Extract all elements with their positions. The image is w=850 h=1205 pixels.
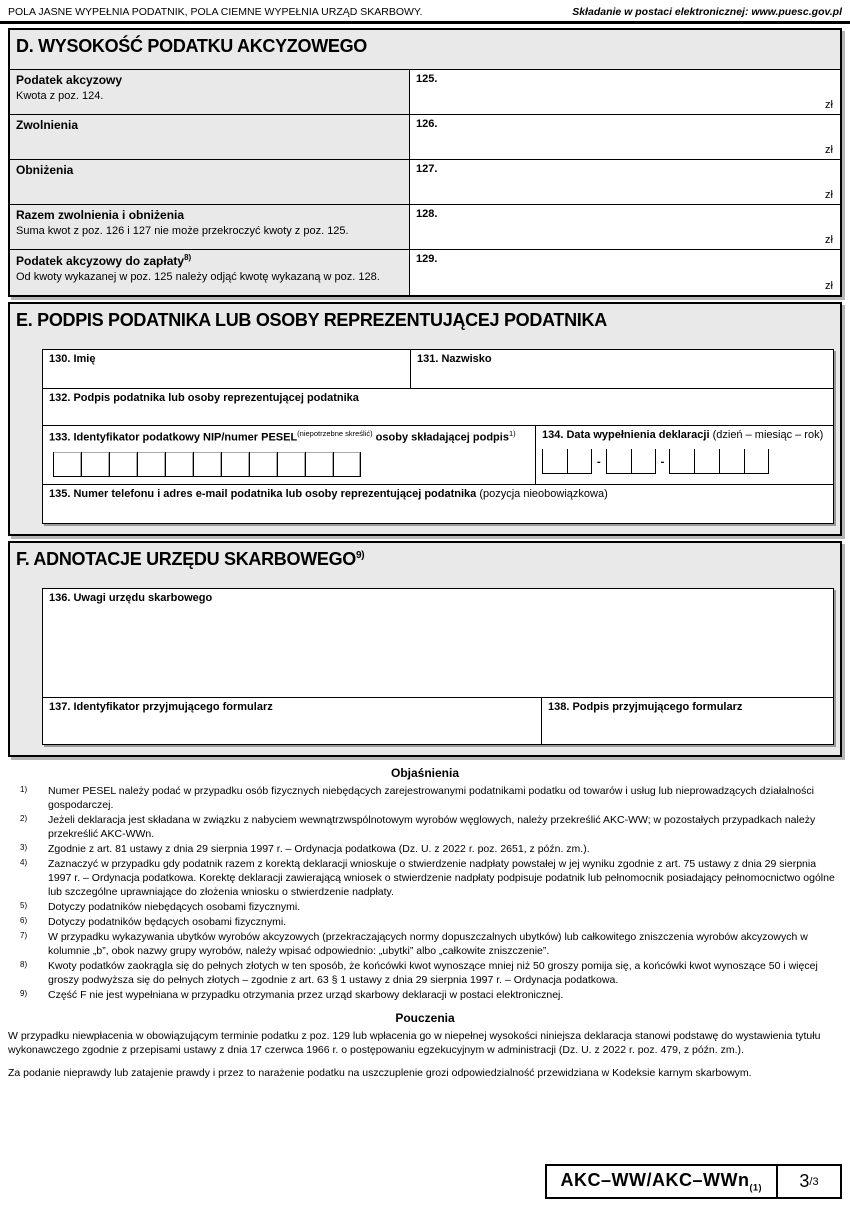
nip-pesel-cell[interactable] [193,452,221,477]
field-138-receiver-signature[interactable] [541,697,834,745]
footnote-item [8,842,842,856]
explanations-title: Objaśnienia [390,766,460,780]
form-code-text: AKC–WW/AKC–WWn [560,1170,750,1191]
signature-row [42,389,834,426]
field-137-label: 137. Identyfikator przyjmującego formularz [49,701,273,713]
electronic-filing-note: Składanie w postaci elektronicznej: www.puesc.gov.pl [572,6,842,18]
row-129-footnote-ref: 8) [184,253,192,262]
section-f [8,541,842,757]
field-127-number: 127. [416,163,438,175]
field-135-phone-email[interactable] [42,484,834,524]
page-indicator [778,1166,840,1197]
row-129-label [10,250,410,295]
nip-pesel-cell[interactable] [53,452,81,477]
footnote-text: Jeżeli deklaracja jest składana w związku z nabyciem wewnątrzwspólnotowym wyrobów węglowych, należy przekreślić AKC-WW; w pozostałych przypadkach należy przekreślić AKC-WWn. [48,814,816,840]
row-129-label-sub: Od kwoty wykazanej w poz. 125 należy odjąć kwotę wykazaną w poz. 128. [16,271,380,283]
explanations-section [8,766,842,1002]
section-e-fields [10,343,840,534]
field-135-label-text: 135. Numer telefonu i adres e-mail podatnika lub osoby reprezentującej podatnika [49,488,480,500]
footnote-item [8,959,842,987]
nip-pesel-cell[interactable] [305,452,333,477]
top-header [8,4,842,21]
footnote-number: 1) [20,785,28,794]
section-f-fields [10,582,840,755]
field-128-unit: zł [825,234,833,246]
date-month-group[interactable] [606,449,656,474]
footnote-text: Część F nie jest wypełniana w przypadku otrzymania przez urząd skarbowy deklaracji w postaci elektronicznej. [48,989,564,1001]
section-f-footnote-ref: 9) [356,550,365,561]
row-126-label [10,115,410,159]
field-129-input[interactable] [410,250,840,295]
table-row [10,115,840,160]
nip-pesel-cell[interactable] [137,452,165,477]
field-132-signature[interactable] [42,388,834,426]
section-f-title-text: F. ADNOTACJE URZĘDU SKARBOWEGO [16,549,357,569]
footnote-text: Dotyczy podatników będących osobami fizycznymi. [48,916,287,928]
date-cell[interactable] [606,449,631,474]
field-125-input[interactable] [410,70,840,114]
field-126-input[interactable] [410,115,840,159]
instructions-title: Pouczenia [395,1011,455,1025]
remarks-row [42,588,834,698]
field-129-number: 129. [416,253,438,265]
date-cell[interactable] [542,449,567,474]
date-separator: - [597,455,601,468]
field-126-number: 126. [416,118,438,130]
row-127-label-title: Obniżenia [16,163,74,177]
field-130-first-name[interactable] [42,349,411,389]
field-131-label: 131. Nazwisko [417,353,492,365]
date-cell[interactable] [567,449,592,474]
field-125-number: 125. [416,73,438,85]
field-136-label: 136. Uwagi urzędu skarbowego [49,592,213,604]
row-128-label-title: Razem zwolnienia i obniżenia [16,208,185,222]
section-e-title: E. PODPIS PODATNIKA LUB OSOBY REPREZENTUJĄCEJ PODATNIKA [16,310,607,330]
table-row [10,205,840,250]
form-code [547,1166,778,1197]
date-cell[interactable] [694,449,719,474]
footnote-item [8,988,842,1002]
field-133-nip-pesel [42,425,536,485]
header-rule [0,21,850,25]
field-126-unit: zł [825,144,833,156]
nip-pesel-cell[interactable] [277,452,305,477]
date-year-group[interactable] [669,449,769,474]
footnote-item [8,900,842,914]
footnote-item [8,813,842,841]
fill-instructions-note: POLA JASNE WYPEŁNIA PODATNIK, POLA CIEMNE WYPEŁNIA URZĄD SKARBOWY. [8,6,423,18]
field-138-label: 138. Podpis przyjmującego formularz [548,701,743,713]
form-code-version: (1) [749,1183,762,1193]
field-135-label [49,488,608,500]
date-comb-input[interactable] [542,449,827,474]
field-131-last-name[interactable] [410,349,834,389]
row-128-label [10,205,410,249]
nip-pesel-cell[interactable] [221,452,249,477]
section-e [8,302,842,536]
section-d-title: D. WYSOKOŚĆ PODATKU AKCYZOWEGO [16,36,368,56]
form-footer [545,1164,842,1199]
field-130-label: 130. Imię [49,353,96,365]
row-125-label-title: Podatek akcyzowy [16,73,123,87]
field-136-office-remarks[interactable] [42,588,834,698]
footnote-number: 5) [20,901,28,910]
nip-pesel-comb-input[interactable] [53,452,527,477]
page-total: /3 [809,1175,819,1188]
field-127-input[interactable] [410,160,840,204]
footnote-number: 3) [20,843,28,852]
section-f-title [10,543,840,582]
field-134-format-note: (dzień – miesiąc – rok) [712,429,824,441]
footnote-text: Numer PESEL należy podać w przypadku osób fizycznych niebędących zarejestrowanymi podatnikami podatku od towarów i usług lub nieprowadzących działalności gospodarczej. [48,785,814,811]
field-134-date [535,425,834,485]
nip-pesel-cell[interactable] [81,452,109,477]
nip-pesel-cell[interactable] [249,452,277,477]
footnote-number: 6) [20,916,28,925]
table-row [10,70,840,115]
field-128-input[interactable] [410,205,840,249]
footnote-item [8,915,842,929]
field-129-unit: zł [825,280,833,292]
footnote-number: 8) [20,960,28,969]
field-133-label [49,429,529,444]
instructions-paragraph: W przypadku niewpłacenia w obowiązującym terminie podatku z poz. 129 lub wpłacenia go w niepełnej wysokości niniejsza deklaracja stanowi podstawę do wystawienia tytułu wykonawczego zgodnie z przepisami ustawy z dnia 17 czerwca 1966 r. o postępowaniu egzekucyjnym w administracji (Dz. U. z 2022 r. poz. 479, z późn. zm.). [8,1030,821,1056]
date-cell[interactable] [719,449,744,474]
footnote-number: 9) [20,989,28,998]
footnote-text: Dotyczy podatników niebędących osobami fizycznymi. [48,901,301,913]
nip-pesel-cell[interactable] [109,452,137,477]
field-133-footnote-ref: 1) [508,429,516,438]
nip-pesel-cell[interactable] [333,452,361,477]
date-day-group[interactable] [542,449,592,474]
row-128-label-sub: Suma kwot z poz. 126 i 127 nie może przekroczyć kwoty z poz. 125. [16,225,349,237]
field-134-label-text: 134. Data wypełnienia deklaracji [542,429,713,441]
date-separator: - [660,455,665,468]
name-row [42,349,834,389]
field-125-unit: zł [825,99,833,111]
field-128-number: 128. [416,208,438,220]
footnote-number: 2) [20,814,28,823]
section-d-table [10,69,840,295]
contact-row [42,485,834,524]
table-row [10,160,840,205]
row-125-label [10,70,410,114]
field-137-receiver-id[interactable] [42,697,542,745]
footnote-item [8,930,842,958]
footnote-item [8,857,842,899]
footnote-text: Zgodnie z art. 81 ustawy z dnia 29 sierpnia 1997 r. – Ordynacja podatkowa (Dz. U. z 2022 r. poz. 2651, z późn. zm.). [48,843,590,855]
row-129-label-text: Podatek akcyzowy do zapłaty [16,254,185,268]
field-134-label [542,429,827,441]
footnote-text: Zaznaczyć w przypadku gdy podatnik razem z korektą deklaracji wnioskuje o stwierdzenie nadpłaty powstałej w jej wyniku zgodnie z art. 75 ustawy z dnia 29 sierpnia 1997 r. – Ordynacja podatkowa. Korektę deklaracji zawierającą wniosek o stwierdzenie nadpłaty podpisuje podatnik lub pełnomocnik posiadający pełnomocnictwo ogólne lub szczególne uprawniające do złożenia wniosku o stwierdzenie nadpłaty. [48,858,835,898]
footnote-item [8,784,842,812]
field-133-strike-note: (niepotrzebne skreślić) [297,429,373,438]
footnote-number: 4) [20,858,28,867]
row-125-label-sub: Kwota z poz. 124. [16,90,104,102]
id-date-row [42,426,834,485]
field-133-label-prefix: 133. Identyfikator podatkowy NIP/numer PESEL [49,431,298,444]
nip-pesel-cell[interactable] [165,452,193,477]
acceptance-row [42,698,834,745]
footnote-number: 7) [20,931,28,940]
footnote-text: Kwoty podatków zaokrągla się do pełnych złotych w ten sposób, że końcówki kwot wynoszące mniej niż 50 groszy pomija się, a końcówki kwot wynoszące 50 i więcej groszy podwyższa się do pełnych złotych – zgodnie z art. 63 § 1 ustawy z dnia 29 sierpnia 1997 r. – Ordynacja podatkowa. [48,960,818,986]
table-row [10,250,840,295]
row-129-label-title [16,253,403,268]
date-cell[interactable] [744,449,769,474]
date-cell[interactable] [669,449,694,474]
field-133-label-suffix: osoby składającej podpis [372,431,509,444]
footnote-text: W przypadku wykazywania ubytków wyrobów akcyzowych (przekraczających normy dopuszczalnych ubytków) lub całkowitego zniszczenia wyrobów akcyzowych w kolumnie „b”, obok nazwy grupy wyrobów, należy wpisać odpowiednio: „ubytki” albo „całkowite zniszczenie”. [48,931,808,957]
field-135-optional-note: (pozycja nieobowiązkowa) [479,488,608,500]
row-127-label [10,160,410,204]
section-d [8,28,842,297]
page-number: 3 [799,1171,810,1192]
field-127-unit: zł [825,189,833,201]
date-cell[interactable] [631,449,656,474]
row-126-label-title: Zwolnienia [16,118,79,132]
instructions-section [8,1011,842,1080]
field-132-label: 132. Podpis podatnika lub osoby reprezentującej podatnika [49,392,359,404]
instructions-paragraph: Za podanie nieprawdy lub zatajenie prawdy i przez to narażenie podatku na uszczuplenie grozi odpowiedzialność przewidziana w Kodeksie karnym skarbowym. [8,1067,752,1079]
